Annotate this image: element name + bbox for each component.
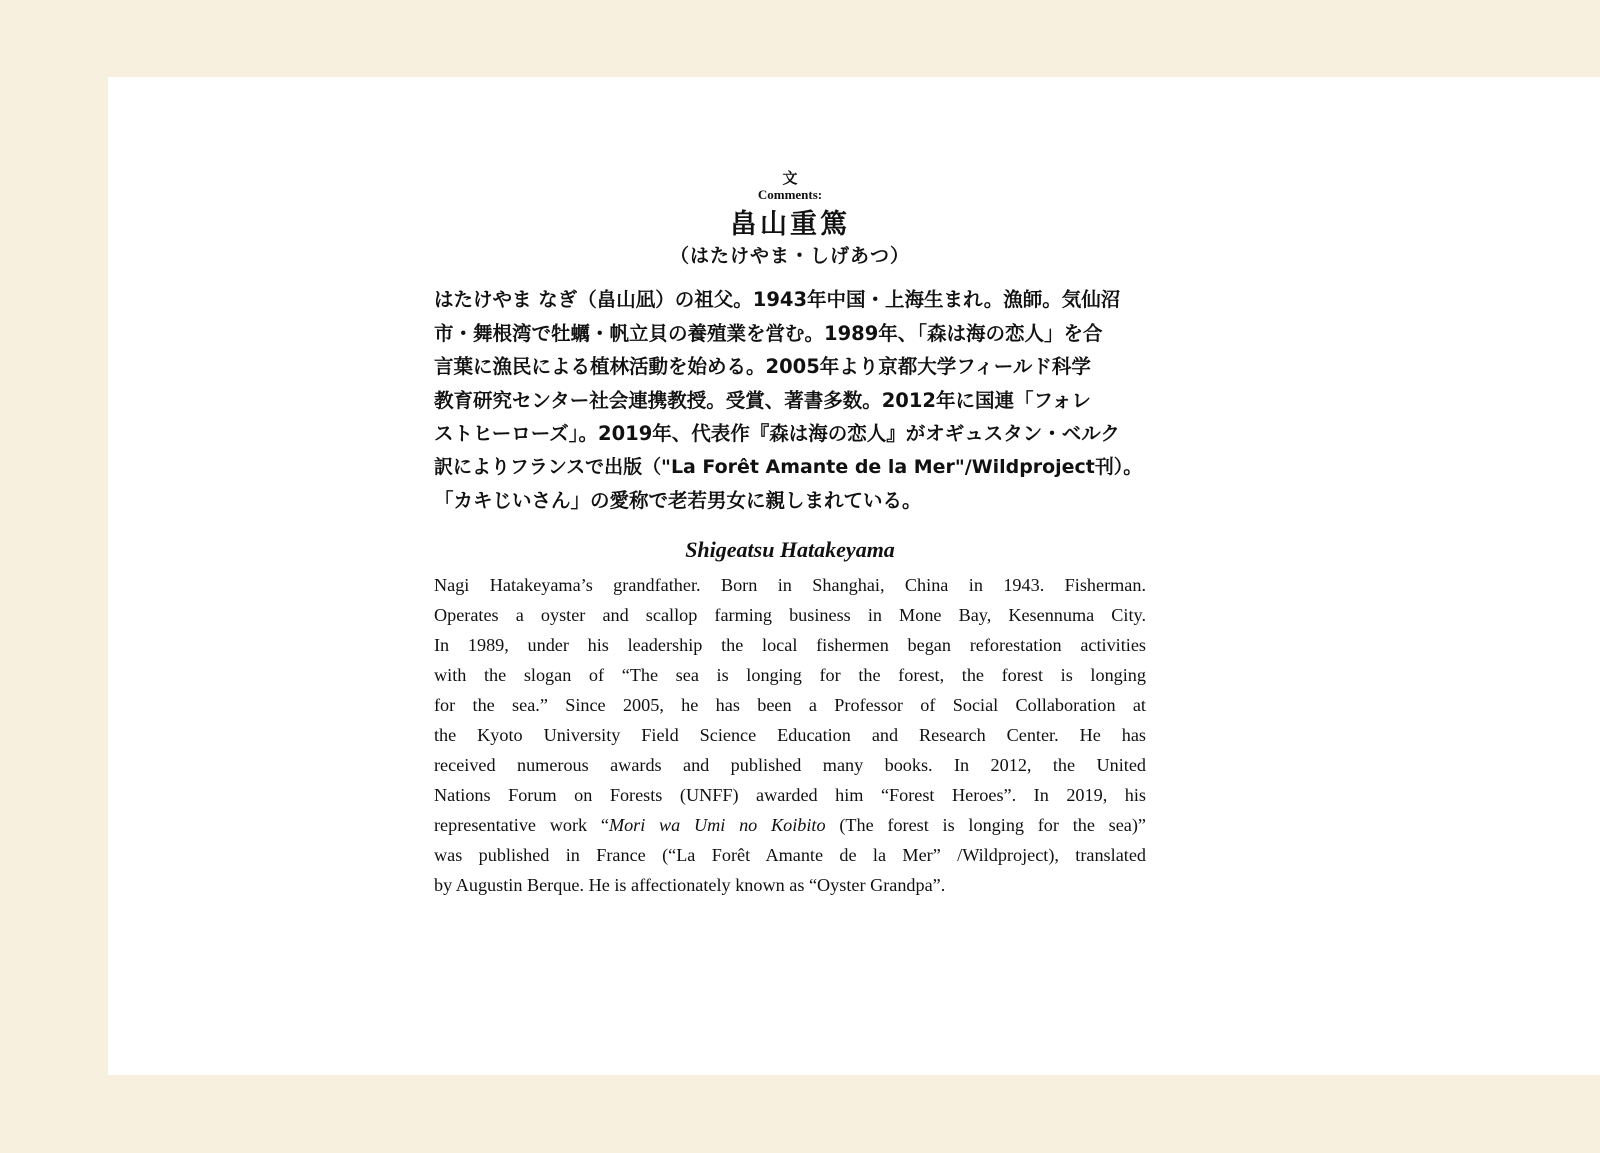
biography-en-line: by Augustin Berque. He is affectionately known as “Oyster Grandpa”.	[434, 874, 946, 895]
biography-en-line: the Kyoto University Field Science Education and Research Center. He has	[434, 724, 1146, 745]
work-title-romaji: Mori wa Umi no Koibito	[608, 814, 826, 835]
biography-ja-line: ストヒーローズ」。2019年、代表作『森は海の恋人』がオギュスタン・ベルク	[434, 422, 1120, 445]
biography-ja-line: 訳によりフランスで出版（"La Forêt Amante de la Mer"/Wildproject刊）。	[434, 455, 1143, 478]
page	[108, 77, 1600, 1075]
section-label-en: Comments:	[757, 187, 823, 202]
biography-ja	[434, 283, 1146, 518]
biography-ja-line: はたけやま なぎ（畠山凪）の祖父。1943年中国・上海生まれ。漁師。気仙沼	[434, 288, 1121, 311]
biography-ja-line: 教育研究センター社会連携教授。受賞、著書多数。2012年に国連「フォレ	[434, 388, 1092, 412]
biography-ja-line: 言葉に漁民による植林活動を始める。2005年より京都大学フィールド科学	[434, 355, 1091, 378]
person-name-en: Shigeatsu Hatakeyama	[685, 536, 895, 562]
section-label-ja: 文	[782, 169, 798, 187]
biography-en-line: In 1989, under his leadership the local fishermen began reforestation activities	[434, 634, 1146, 655]
biography-en-text: representative work “	[434, 814, 609, 835]
biography-en-line: for the sea.” Since 2005, he has been a Professor of Social Collaboration at	[434, 694, 1146, 715]
biography-en-line: with the slogan of “The sea is longing for the forest, the forest is longing	[434, 664, 1146, 685]
person-name-reading: （はたけやま・しげあつ）	[669, 245, 910, 267]
biography-en-line: Nations Forum on Forests (UNFF) awarded him “Forest Heroes”. In 2019, his	[434, 784, 1146, 805]
person-name-ja: 畠山重篤	[730, 209, 850, 240]
biography-en-line: Nagi Hatakeyama’s grandfather. Born in Shanghai, China in 1943. Fisherman.	[434, 574, 1146, 595]
biography-en-line: was published in France (“La Forêt Amante de la Mer” /Wildproject), translated	[434, 844, 1146, 865]
profile-section	[434, 169, 1146, 900]
biography-en-line	[434, 810, 1146, 840]
biography-en	[434, 570, 1146, 900]
biography-ja-line: 市・舞根湾で牡蠣・帆立貝の養殖業を営む。1989年、「森は海の恋人」を合	[434, 321, 1103, 345]
biography-ja-line: 「カキじいさん」の愛称で老若男女に親しまれている。	[434, 489, 922, 512]
biography-en-line: received numerous awards and published many books. In 2012, the United	[434, 754, 1146, 775]
biography-en-line: Operates a oyster and scallop farming business in Mone Bay, Kesennuma City.	[434, 604, 1146, 625]
biography-en-text: (The forest is longing for the sea)”	[825, 814, 1147, 835]
